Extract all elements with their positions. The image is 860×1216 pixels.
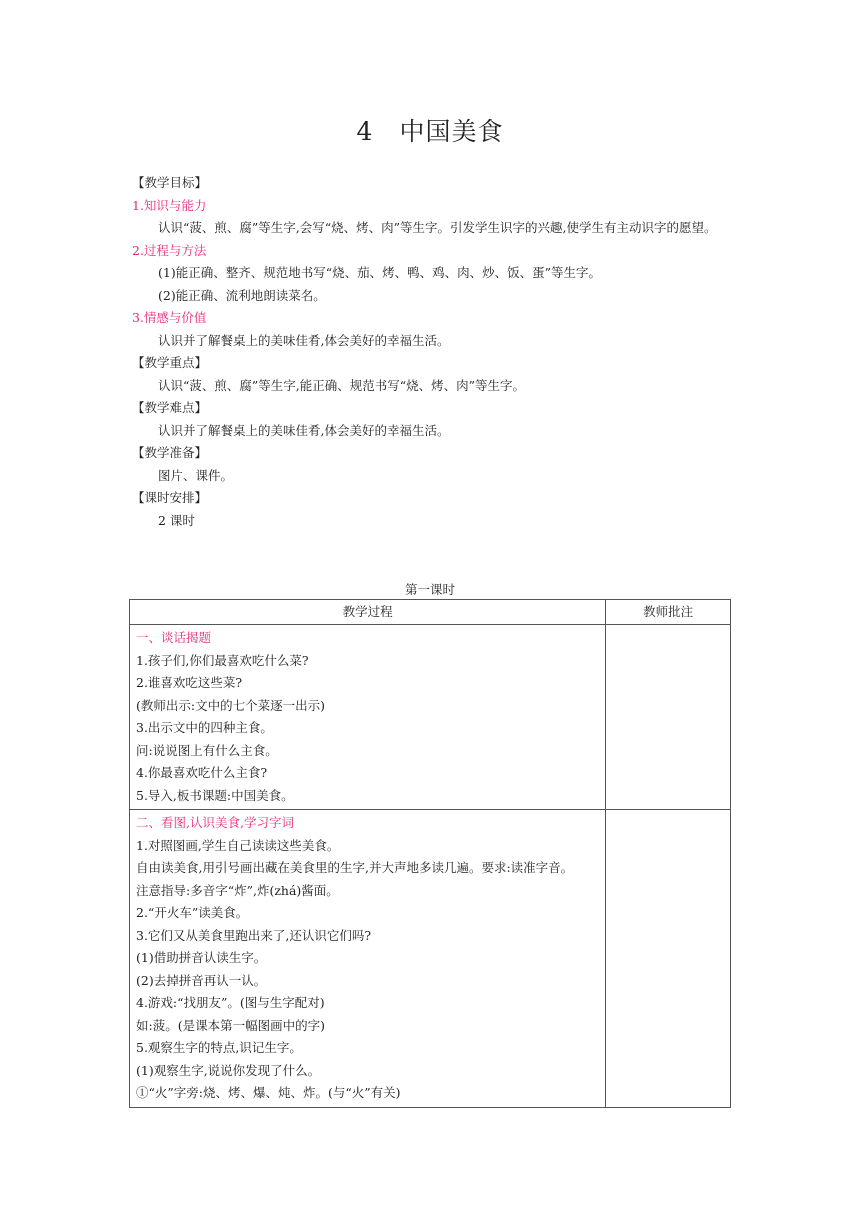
process-line: 问:说说图上有什么主食。 — [136, 742, 278, 758]
preparation-text: 图片、课件。 — [158, 467, 234, 483]
key-points-text: 认识“菠、煎、腐”等生字,能正确、规范书写“烧、烤、肉”等生字。 — [158, 377, 526, 393]
notes-cell[interactable] — [606, 810, 731, 1108]
process-line: (2)去掉拼音再认一认。 — [136, 972, 267, 988]
lesson-title: 中国美食 — [399, 117, 504, 146]
process-line: 2.“开火车”读美食。 — [136, 905, 249, 920]
process-line: 3.出示文中的四种主食。 — [136, 720, 273, 735]
lesson-number: 4 — [356, 117, 374, 146]
process-line: 自由读美食,用引号画出藏在美食里的生字,并大声地多读几遍。要求:读准字音。 — [136, 860, 574, 875]
process-line: 4.游戏:“找朋友”。(图与生字配对) — [136, 995, 325, 1010]
process-line: 如:菠。(是课本第一幅图画中的字) — [136, 1017, 325, 1033]
process-cell — [130, 810, 606, 1108]
process-line: 2.谁喜欢吃这些菜? — [136, 675, 243, 690]
process-line: 注意指导:多音字“炸”,炸(zhá)酱面。 — [136, 882, 339, 898]
objective-text: 认识并了解餐桌上的美味佳肴,体会美好的幸福生活。 — [158, 332, 450, 348]
objective-label: 3.情感与价值 — [132, 310, 207, 325]
process-line: (1)借助拼音认读生字。 — [136, 950, 267, 965]
objective-text: (2)能正确、流利地朗读菜名。 — [158, 287, 326, 303]
column-header-process: 教学过程 — [130, 600, 606, 625]
process-line: 5.观察生字的特点,识记生字。 — [136, 1040, 302, 1055]
process-line: 5.导入,板书课题:中国美食。 — [136, 787, 294, 803]
page-title — [0, 112, 860, 148]
process-line: 4.你最喜欢吃什么主食? — [136, 765, 268, 780]
section-title: 一、谈话揭题 — [136, 630, 212, 645]
objective-label: 1.知识与能力 — [132, 197, 207, 213]
process-cell — [130, 625, 606, 810]
table-row — [130, 810, 731, 1108]
lesson-caption: 第一课时 — [404, 582, 455, 597]
process-line: ①“火”字旁:烧、烤、爆、炖、炸。(与“火”有关) — [136, 1085, 401, 1100]
table-row — [130, 625, 731, 810]
objective-text: (1)能正确、整齐、规范地书写“烧、茄、烤、鸭、鸡、肉、炒、饭、蛋”等生字。 — [158, 265, 601, 280]
process-line: (教师出示:文中的七个菜逐一出示) — [136, 697, 325, 713]
schedule-heading: 【课时安排】 — [132, 490, 208, 505]
section-title: 二、看图,认识美食,学习字词 — [136, 815, 294, 830]
schedule-text: 2 课时 — [158, 512, 195, 528]
objectives-heading: 【教学目标】 — [132, 175, 208, 190]
preparation-heading: 【教学准备】 — [132, 445, 208, 460]
column-header-notes: 教师批注 — [606, 600, 731, 625]
difficulties-text: 认识并了解餐桌上的美味佳肴,体会美好的幸福生活。 — [158, 422, 450, 438]
process-line: 3.它们又从美食里跑出来了,还认识它们吗? — [136, 927, 372, 943]
process-line: 1.孩子们,你们最喜欢吃什么菜? — [136, 652, 309, 668]
objective-text: 认识“菠、煎、腐”等生字,会写“烧、烤、肉”等生字。引发学生识字的兴趣,使学生有主动识字的愿望。 — [158, 220, 717, 235]
lesson-overview — [132, 172, 732, 532]
lesson-plan-table — [129, 599, 731, 1108]
table-header-row — [130, 600, 731, 625]
notes-cell[interactable] — [606, 625, 731, 810]
objective-label: 2.过程与方法 — [132, 242, 207, 258]
difficulties-heading: 【教学难点】 — [132, 400, 208, 415]
process-line: (1)观察生字,说说你发现了什么。 — [136, 1062, 321, 1078]
process-line: 1.对照图画,学生自己读读这些美食。 — [136, 837, 340, 853]
key-points-heading: 【教学重点】 — [132, 355, 208, 370]
